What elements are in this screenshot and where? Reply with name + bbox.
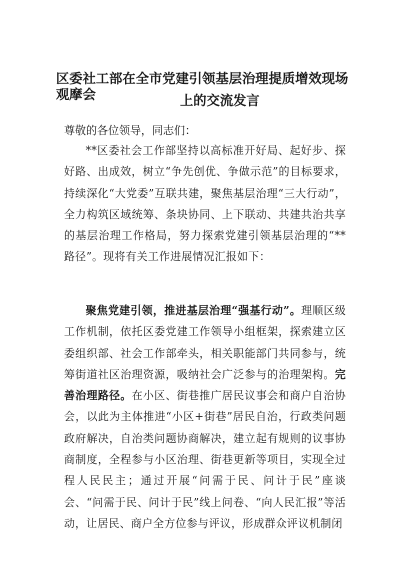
salutation: 尊敬的各位领导，同志们： <box>64 124 196 137</box>
text-work-mechanism: 理顺区级工作机制，依托区委党建工作领导小组框架，探索建立区委组织部、社会工作部牵头，相关职能部门共同参与，统筹街道社区治理资源，吸纳社会广泛参与的治理架构。 <box>64 304 346 381</box>
heading-governance-path: 完善治理路径。 <box>64 367 346 403</box>
text-governance-path: 在小区、街巷推广居民议事会和商户自治协会，以此为主体推进“小区+街巷”居民自治，行政类问题政府解决，自治类问题协商解决，建立起有规则的议事协商制度，全程参与小区治理、街巷更新等项目，实现全过程人民民主；通过开展“问需于民、问计于民”座谈会、“问需于民、问计于民”线上问卷、“向人民汇报”等活动，让居民、商户全方位参与评议，形成群众评议机制闭 <box>64 389 346 530</box>
paragraph-strong-foundation <box>64 300 346 534</box>
paragraph-intro: **区委社会工作部坚持以高标准开好局、起好步、探好路、出成效，树立“争先创优、争做示范”的目标要求，持续深化“大党委”互联共建，聚焦基层治理“三大行动”，全力构筑区域统筹、条块协同、上下联动、共建共治共享的基层治理工作格局，努力探索党建引领基层治理的“**路径”。现将有关工作进展情况汇报如下： <box>64 144 346 264</box>
document-title-line-1: 区委社工部在全市党建引领基层治理提质增效现场观摩会 <box>56 72 349 103</box>
heading-strong-foundation: 聚焦党建引领，推进基层治理“强基行动”。 <box>85 304 302 317</box>
document-title-line-2: 上的交流发言 <box>180 94 260 109</box>
